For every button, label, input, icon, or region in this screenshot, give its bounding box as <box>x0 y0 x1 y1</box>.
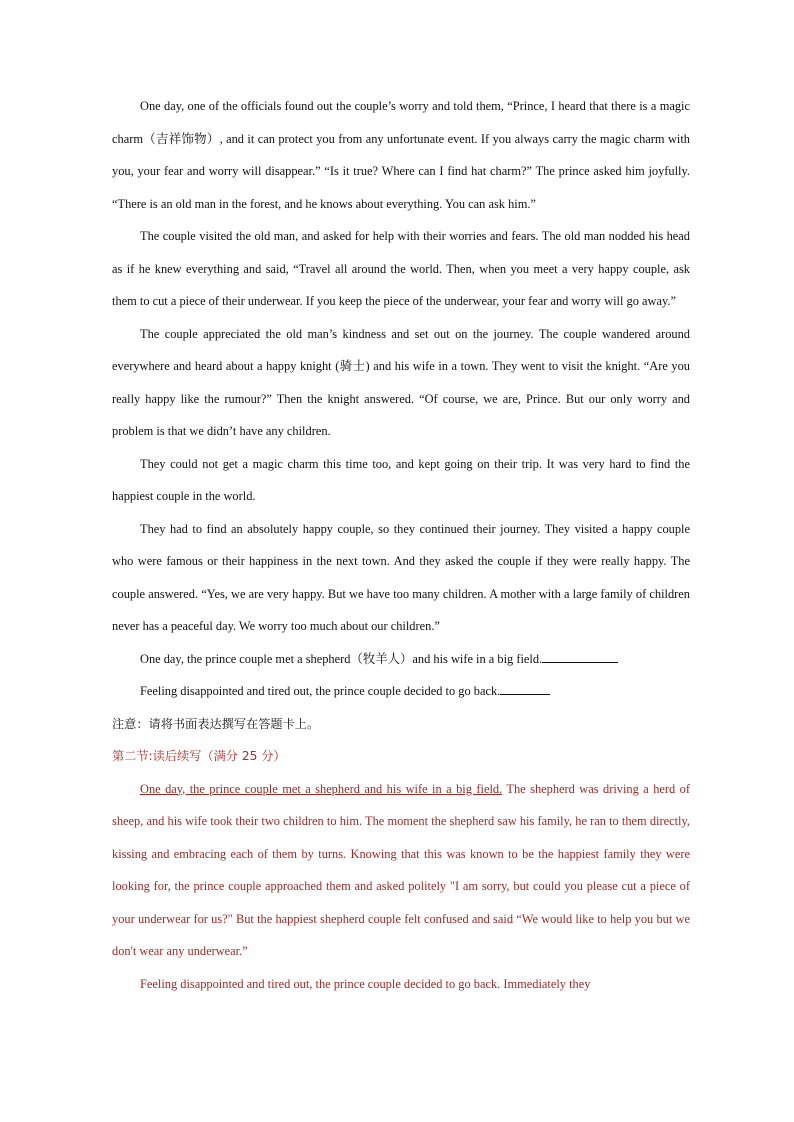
story-paragraph-1: One day, one of the officials found out the couple’s worry and told them, “Prince, I heard that there is a magic charm（吉祥饰物）, and it can protect you from any unfortunate event. If you always carry the magic charm with you, your fear and worry will disappear.” “Is it true? Where can I find hat charm?” The prince asked him joyfully. “There is an old man in the forest, and he knows about everything. You can ask him.” <box>112 99 690 211</box>
continuation-prompt-1 <box>112 643 690 676</box>
story-paragraph-3: The couple appreciated the old man’s kindness and set out on the journey. The couple wandered around everywhere and heard about a happy knight (骑士) and his wife in a town. They went to visit the knight. “Are you really happy like the rumour?” Then the knight answered. “Of course, we are, Prince. But our only worry and problem is that we didn’t have any children. <box>112 326 690 438</box>
document-page <box>112 90 690 1000</box>
continuation-prompt-2 <box>112 675 690 708</box>
sample-answer-paragraph-2: Feeling disappointed and tired out, the prince couple decided to go back. Immediately they <box>140 976 591 991</box>
story-paragraph-2: The couple visited the old man, and asked for help with their worries and fears. The old man nodded his head as if he knew everything and said, “Travel all around the world. Then, when you meet a very happy couple, ask them to cut a piece of their underwear. If you keep the piece of the underwear, your fear and worry will go away.” <box>112 229 690 308</box>
story-paragraph-4: They could not get a magic charm this time too, and kept going on their trip. It was very hard to find the happiest couple in the world. <box>112 456 690 503</box>
sample-answer-body-1: The shepherd was driving a herd of sheep, and his wife took their two children to him. The moment the shepherd saw his family, he ran to them directly, kissing and embracing each of them by turns. Knowing that this was known to be the happiest family they were looking for, the prince couple approached them and asked politely "I am sorry, but could you please cut a piece of your underwear for us?" But the happiest shepherd couple felt confused and said “We would like to help you but we don't wear any underwear.” <box>112 781 690 958</box>
answer-blank-1 <box>542 652 618 663</box>
story-paragraph-5: They had to find an absolutely happy couple, so they continued their journey. They visited a happy couple who were famous or their happiness in the next town. And they asked the couple if they were really happy. The couple answered. “Yes, we are very happy. But we have too many children. A mother with a large family of children never has a peaceful day. We worry too much about our children.” <box>112 521 690 633</box>
answer-blank-2 <box>500 684 550 695</box>
section-heading: 第二节:读后续写（满分 25 分） <box>112 749 286 763</box>
prompt-1-text: One day, the prince couple met a shepherd（牧羊人）and his wife in a big field. <box>140 651 543 666</box>
sample-answer-paragraph-1 <box>112 773 690 968</box>
sample-answer-lead-sentence: One day, the prince couple met a shepherd and his wife in a big field. <box>140 781 503 796</box>
instruction-note: 注意：请将书面表达撰写在答题卡上。 <box>112 716 320 731</box>
prompt-2-text: Feeling disappointed and tired out, the prince couple decided to go back. <box>140 684 501 698</box>
